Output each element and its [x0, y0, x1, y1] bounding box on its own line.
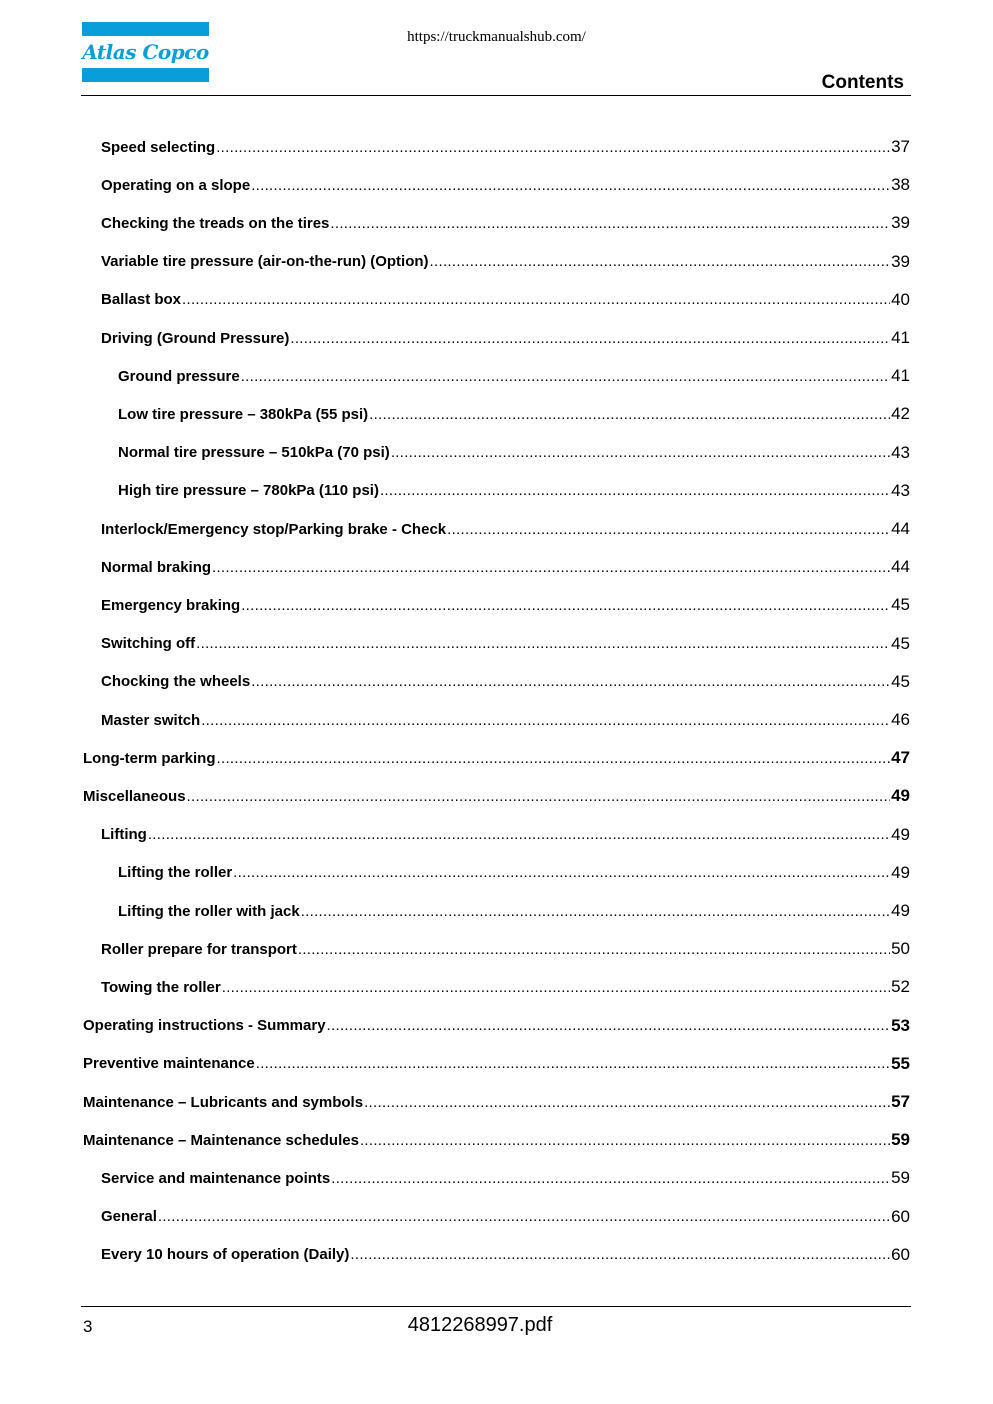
logo-bar-bottom [82, 68, 209, 82]
toc-entry[interactable] [118, 892, 910, 930]
toc-entry[interactable] [101, 1159, 910, 1197]
toc-leader-dots [380, 482, 890, 499]
toc-entry[interactable] [83, 1121, 910, 1159]
toc-entry[interactable] [101, 243, 910, 281]
toc-entry[interactable] [83, 1007, 910, 1045]
section-title: Contents [821, 72, 904, 93]
toc-entry[interactable] [101, 510, 910, 548]
toc-entry[interactable] [101, 1236, 910, 1274]
toc-entry-page: 52 [891, 977, 910, 997]
toc-entry[interactable] [118, 395, 910, 433]
toc-leader-dots [364, 1094, 890, 1111]
logo-wordmark: Atlas Copco [82, 40, 209, 64]
toc-entry[interactable] [83, 1083, 910, 1121]
toc-entry[interactable] [101, 281, 910, 319]
toc-entry-label: High tire pressure – 780kPa (110 psi) [118, 482, 379, 500]
toc-entry-label: Ground pressure [118, 367, 240, 385]
toc-entry-label: Lifting the roller [118, 864, 233, 882]
toc-entry-label: Normal tire pressure – 510kPa (70 psi) [118, 444, 390, 462]
toc-leader-dots [298, 941, 890, 958]
toc-entry-label: Variable tire pressure (air-on-the-run) (Option) [101, 253, 429, 271]
toc-entry-label: General [101, 1208, 157, 1226]
toc-entry[interactable] [101, 701, 910, 739]
toc-entry-page: 60 [891, 1206, 910, 1226]
toc-entry-label: Roller prepare for transport [101, 940, 297, 958]
toc-entry-page: 44 [891, 557, 910, 577]
toc-entry-page: 49 [891, 786, 910, 806]
toc-leader-dots [447, 521, 890, 538]
toc-entry-label: Maintenance – Lubricants and symbols [83, 1093, 364, 1111]
page-number: 3 [83, 1317, 93, 1336]
toc-entry-page: 50 [891, 939, 910, 959]
toc-entry-page: 43 [891, 480, 910, 500]
toc-entry-page: 44 [891, 519, 910, 538]
toc-entry-page: 55 [891, 1053, 910, 1073]
toc-entry-page: 59 [891, 1168, 910, 1188]
toc-entry-label: Normal braking [101, 558, 212, 576]
toc-entry-page: 37 [891, 137, 910, 156]
toc-entry-label: Driving (Ground Pressure) [101, 329, 290, 347]
toc-entry-page: 46 [891, 710, 910, 729]
toc-leader-dots [201, 712, 890, 729]
toc-leader-dots [196, 635, 890, 652]
toc-entry-label: Chocking the wheels [101, 673, 251, 691]
toc-entry-label: Preventive maintenance [83, 1055, 255, 1073]
toc-entry[interactable] [101, 663, 910, 701]
toc-entry-label: Service and maintenance points [101, 1169, 331, 1187]
toc-leader-dots [251, 177, 890, 194]
toc-entry-label: Low tire pressure – 380kPa (55 psi) [118, 405, 369, 423]
toc-entry-label: Lifting the roller with jack [118, 902, 300, 920]
toc-entry[interactable] [101, 930, 910, 968]
toc-leader-dots [241, 597, 890, 614]
toc-entry[interactable] [101, 816, 910, 854]
toc-entry[interactable] [101, 586, 910, 624]
toc-leader-dots [187, 788, 891, 805]
toc-entry[interactable] [83, 739, 910, 777]
toc-entry[interactable] [118, 472, 910, 510]
toc-entry-label: Every 10 hours of operation (Daily) [101, 1246, 350, 1264]
toc-entry-label: Speed selecting [101, 138, 216, 156]
toc-entry[interactable] [101, 204, 910, 242]
source-url[interactable]: https://truckmanualshub.com/ [407, 29, 586, 45]
toc-entry-page: 45 [891, 671, 910, 691]
toc-entry-page: 39 [891, 251, 910, 271]
toc-entry-label: Interlock/Emergency stop/Parking brake - Check [101, 520, 447, 538]
toc-entry-label: Towing the roller [101, 978, 221, 996]
toc-entry-page: 38 [891, 175, 910, 195]
toc-leader-dots [330, 215, 890, 232]
toc-entry[interactable] [118, 854, 910, 892]
toc-entry-page: 59 [891, 1130, 910, 1150]
toc-entry-page: 47 [891, 748, 910, 768]
toc-entry-label: Switching off [101, 635, 196, 653]
toc-leader-dots [350, 1246, 890, 1263]
toc-entry-label: Master switch [101, 711, 201, 729]
document-filename: 4812268997.pdf [407, 1314, 553, 1336]
toc-entry-label: Maintenance – Maintenance schedules [83, 1131, 359, 1149]
toc-leader-dots [182, 291, 890, 308]
toc-leader-dots [331, 1170, 890, 1187]
toc-entry-page: 42 [891, 404, 910, 424]
toc-leader-dots [251, 673, 890, 690]
toc-entry-label: Operating on a slope [101, 176, 251, 194]
toc-leader-dots [327, 1017, 891, 1034]
toc-leader-dots [369, 406, 890, 423]
header-rule [81, 95, 911, 96]
toc-leader-dots [360, 1132, 890, 1149]
toc-entry[interactable] [101, 968, 910, 1006]
toc-leader-dots [217, 750, 891, 767]
toc-entry-page: 49 [891, 901, 910, 920]
toc-entry-label: Miscellaneous [83, 787, 186, 805]
toc-entry-page: 49 [891, 862, 910, 882]
toc-entry[interactable] [101, 166, 910, 204]
toc-leader-dots [158, 1208, 890, 1225]
toc-entry-page: 41 [891, 328, 910, 347]
toc-entry-page: 60 [891, 1244, 910, 1264]
toc-entry-page: 45 [891, 595, 910, 615]
toc-entry[interactable] [83, 777, 910, 815]
toc-entry-page: 43 [891, 442, 910, 462]
toc-entry-label: Lifting [101, 826, 147, 844]
toc-leader-dots [391, 444, 890, 461]
toc-entry-page: 45 [891, 633, 910, 653]
toc-entry-page: 49 [891, 824, 910, 844]
toc-leader-dots [256, 1055, 890, 1072]
toc-entry[interactable] [101, 625, 910, 663]
toc-entry[interactable] [83, 1045, 910, 1083]
toc-entry[interactable] [101, 319, 910, 357]
toc-entry-label: Long-term parking [83, 749, 216, 767]
toc-entry-label: Ballast box [101, 291, 182, 309]
toc-leader-dots [222, 979, 890, 996]
toc-entry[interactable] [118, 434, 910, 472]
toc-entry-page: 41 [891, 366, 910, 386]
toc-leader-dots [233, 864, 890, 881]
footer-rule [81, 1306, 911, 1307]
toc-leader-dots [241, 368, 890, 385]
toc-entry[interactable] [101, 128, 910, 166]
toc-leader-dots [301, 903, 890, 920]
toc-leader-dots [430, 253, 891, 270]
toc-entry-page: 40 [891, 289, 910, 309]
toc-leader-dots [216, 139, 890, 156]
toc-entry-label: Operating instructions - Summary [83, 1017, 326, 1035]
toc-leader-dots [148, 826, 890, 843]
toc-entry-page: 53 [891, 1015, 910, 1035]
toc-leader-dots [212, 559, 890, 576]
toc-entry[interactable] [101, 548, 910, 586]
toc-entry[interactable] [118, 357, 910, 395]
toc-leader-dots [290, 330, 890, 347]
toc-entry-page: 57 [891, 1092, 910, 1111]
toc-entry[interactable] [101, 1198, 910, 1236]
toc-entry-page: 39 [891, 213, 910, 233]
toc-entry-label: Emergency braking [101, 596, 241, 614]
toc-entry-label: Checking the treads on the tires [101, 214, 330, 232]
